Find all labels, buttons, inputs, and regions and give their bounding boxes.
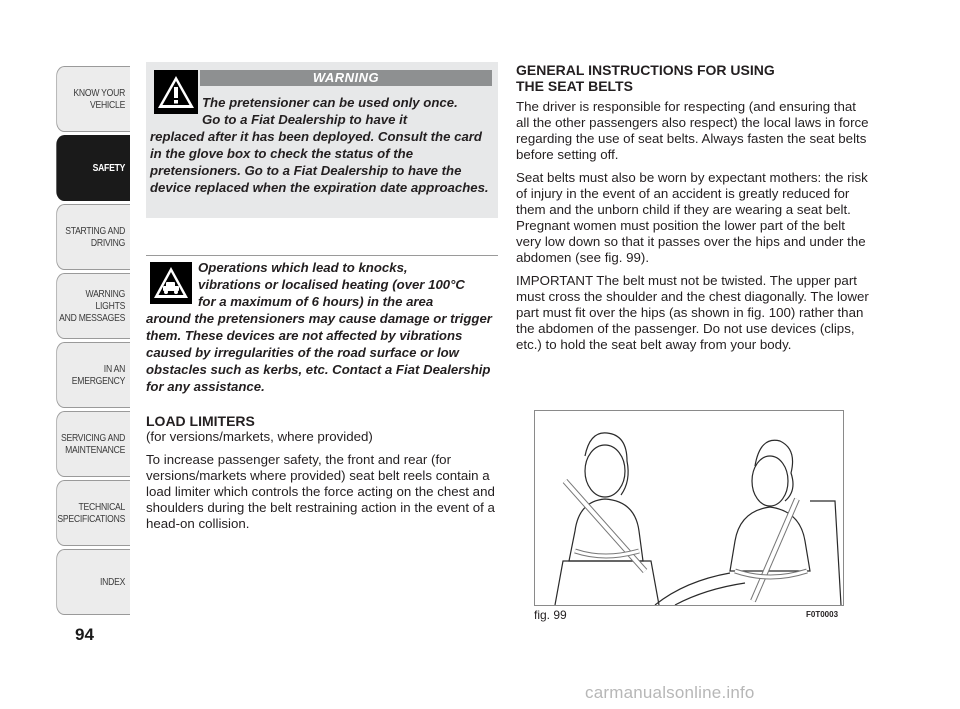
page-number: 94	[75, 625, 94, 644]
tab-servicing[interactable]	[56, 411, 130, 477]
tab-in-an-emergency[interactable]	[56, 342, 130, 408]
caution-line-3: for a maximum of 6 hours) in the area	[198, 294, 434, 309]
general-paragraph-2: Seat belts must also be worn by expectant mothers: the risk of injury in the event of an accident is greatly reduced for them and the unborn child if they are wearing a seat belt. Pregnant women must position the lower part of the belt very low down so that it passes over the hips and under the abdomen (see fig. 99).	[516, 170, 868, 265]
tab-label: SAFETY	[92, 162, 126, 174]
tab-warning-lights[interactable]	[56, 273, 130, 339]
caution-text	[146, 259, 498, 395]
watermark: carmanualsonline.info	[585, 683, 755, 702]
caution-line-1: Operations which lead to knocks,	[198, 260, 408, 275]
warning-line-2: Go to a Fiat Dealership to have it	[202, 112, 408, 127]
tab-label: KNOW YOUR VEHICLE	[73, 87, 126, 111]
load-limiters-body: To increase passenger safety, the front and rear (for versions/markets where provided) seat belt reels contain a load limiter which controls the force acting on the chest and shoulders during the belt restraining action in the event of a head-on collision.	[146, 452, 495, 531]
load-limiters-section	[146, 413, 498, 539]
general-paragraph-3: IMPORTANT The belt must not be twisted. The upper part must cross the shoulder and the chest diagonally. The lower part must fit over the hips (as shown in fig. 100) rather than the abdomen of the passenger. Do not use devices (clips, etc.) to hold the seat belt away from your body.	[516, 273, 869, 352]
general-paragraph-1: The driver is responsible for respecting (and ensuring that all the other passengers also respect) the local laws in force regarding the use of seat belts. Always fasten the seat belts before setting off.	[516, 99, 869, 162]
figure-caption: fig. 99	[534, 608, 567, 622]
general-title-line-1: GENERAL INSTRUCTIONS FOR USING	[516, 62, 775, 78]
tab-label: WARNING LIGHTS AND MESSAGES	[59, 288, 126, 324]
warning-box	[146, 62, 498, 218]
right-column	[516, 62, 870, 360]
load-limiters-title: LOAD LIMITERS	[146, 413, 255, 429]
section-divider	[146, 255, 498, 256]
caution-line-2: vibrations or localised heating (over 100°C	[198, 277, 465, 292]
left-column	[146, 62, 498, 218]
tab-know-your-vehicle[interactable]	[56, 66, 130, 132]
tab-safety[interactable]	[56, 135, 130, 201]
tab-starting-and-driving[interactable]	[56, 204, 130, 270]
tab-index[interactable]	[56, 549, 130, 615]
tab-label: STARTING AND DRIVING	[65, 225, 126, 249]
tab-label: IN AN EMERGENCY	[71, 363, 126, 387]
figure-seat-belt-illustration	[534, 410, 844, 606]
figure-code: F0T0003	[806, 610, 839, 619]
tab-label: SERVICING AND MAINTENANCE	[60, 432, 126, 456]
tab-label: INDEX	[99, 576, 126, 588]
chapter-tabs	[40, 66, 132, 618]
warning-line-1: The pretensioner can be used only once.	[202, 95, 458, 110]
caution-rest: around the pretensioners may cause damage or trigger them. These devices are not affected by vibrations caused by irregularities of the road surface or low obstacles such as kerbs, etc. Contact a Fiat Dealership for any assistance.	[146, 311, 492, 394]
warning-title: WARNING	[200, 70, 492, 86]
tab-label: TECHNICAL SPECIFICATIONS	[57, 501, 126, 525]
warning-rest: replaced after it has been deployed. Consult the card in the glove box to check the status of the pretensioners. Go to a Fiat Dealership to have the device replaced when the expiration date approaches.	[150, 129, 489, 195]
general-title-line-2: THE SEAT BELTS	[516, 78, 633, 94]
load-limiters-subtitle: (for versions/markets, where provided)	[146, 429, 373, 444]
tab-technical-specifications[interactable]	[56, 480, 130, 546]
warning-text	[150, 94, 494, 196]
